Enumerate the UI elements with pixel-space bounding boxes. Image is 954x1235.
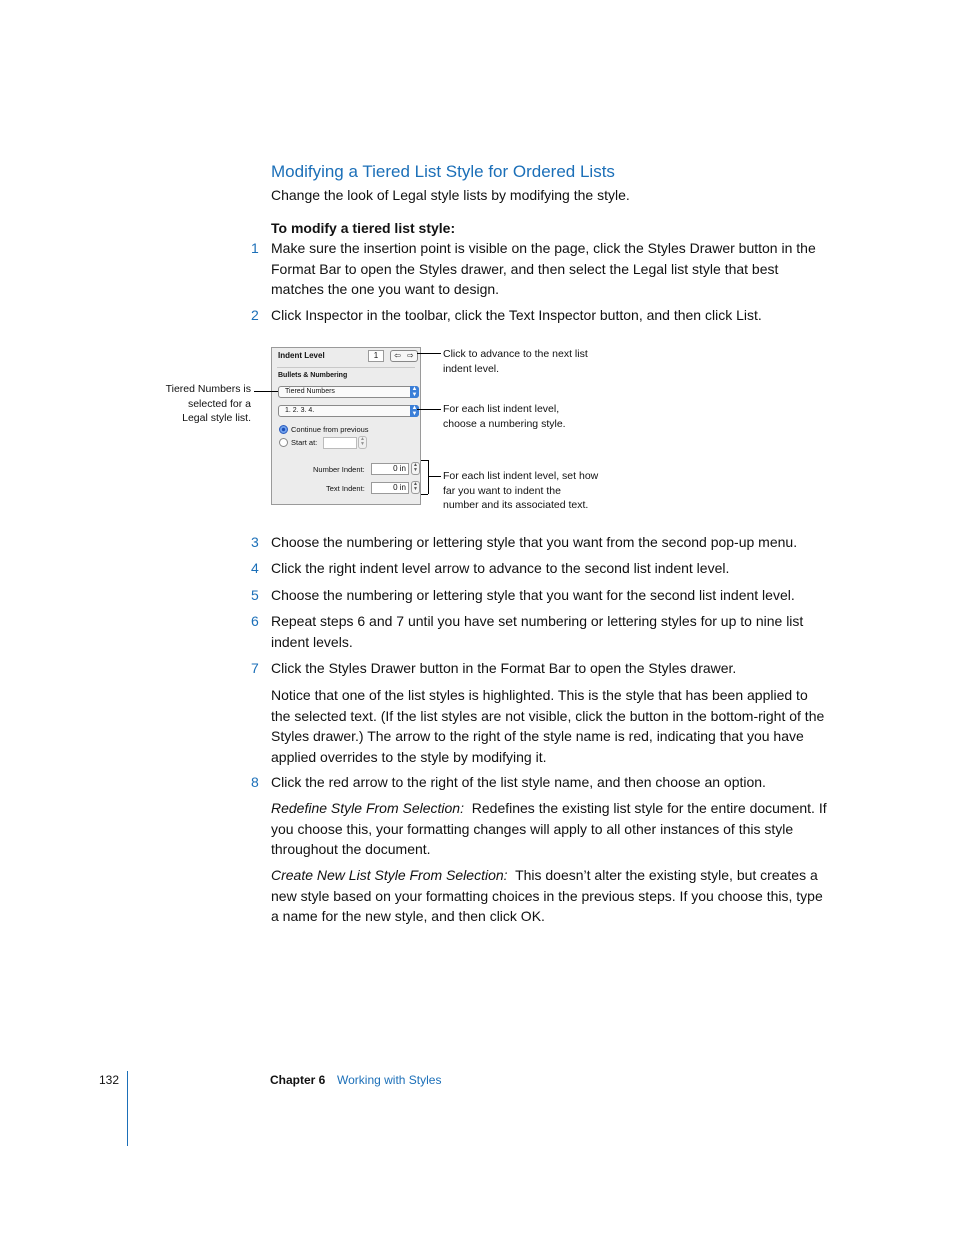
callout-line (428, 476, 441, 477)
callout-bracket (428, 460, 429, 494)
number-indent-label: Number Indent: (313, 465, 365, 474)
number-format-value: 1. 2. 3. 4. (285, 407, 315, 414)
step-7-note: Notice that one of the list styles is highlighted. This is the style that has been applied to the selected text. (If the list styles are not visible, click the button in the bottom-right of the Styles drawer.) The arrow to the right of the style name is red, indicating that you have applied overrides to the style by modifying it. (271, 687, 825, 765)
text-indent-field[interactable]: 0 in (371, 482, 409, 494)
option-text: Redefines the existing list style for the entire document. If you choose this, your formatting changes will apply to all other instances of this style throughout the document. (271, 800, 827, 857)
option-term: Redefine Style From Selection: (271, 800, 464, 816)
option-create-new (271, 865, 827, 927)
callout-line (417, 353, 441, 354)
callout-advance: Click to advance to the next list indent level. (443, 348, 588, 375)
chevron-updown-icon: ▲ ▼ (411, 405, 418, 417)
page-number: 132 (99, 1073, 120, 1087)
chapter-label: Chapter 6 (270, 1073, 326, 1087)
option-redefine (271, 798, 827, 860)
step-text: Click the right indent level arrow to advance to the second list indent level. (271, 560, 730, 576)
arrow-right-icon[interactable]: ⇨ (407, 351, 414, 360)
text-indent-stepper[interactable]: ▲ ▼ (411, 481, 420, 494)
step-3 (251, 532, 827, 553)
step-number: 1 (251, 240, 259, 256)
start-at-radio[interactable] (279, 438, 288, 447)
number-indent-field[interactable]: 0 in (371, 463, 409, 475)
step-number: 8 (251, 774, 259, 790)
step-2 (251, 305, 827, 326)
step-text: Choose the numbering or lettering style that you want for the second list indent level. (271, 587, 795, 603)
bullets-numbering-label: Bullets & Numbering (278, 372, 348, 379)
divider (277, 367, 415, 368)
continue-radio[interactable] (279, 425, 288, 434)
callout-bracket-bottom (421, 494, 428, 495)
step-7 (251, 658, 827, 679)
step-number: 2 (251, 307, 259, 323)
callout-indent: For each list indent level, set how far you want to indent the number and its associated text. (443, 470, 599, 511)
step-number: 6 (251, 613, 259, 629)
chapter-name: Working with Styles (337, 1073, 442, 1087)
step-text: Click the red arrow to the right of the list style name, and then choose an option. (271, 774, 766, 790)
list-style-value: Tiered Numbers (285, 388, 335, 395)
callout-tiered-numbers: Tiered Numbers is selected for a Legal style list. (165, 383, 251, 424)
step-8 (251, 772, 827, 793)
step-4 (251, 558, 827, 579)
arrow-left-icon[interactable]: ⇦ (394, 351, 401, 360)
option-term: Create New List Style From Selection: (271, 867, 508, 883)
number-format-popup[interactable] (278, 405, 419, 417)
indent-level-field[interactable]: 1 (368, 350, 384, 362)
step-number: 4 (251, 560, 259, 576)
section-heading: Modifying a Tiered List Style for Ordered Lists (271, 162, 615, 181)
step-text: Click the Styles Drawer button in the Format Bar to open the Styles drawer. (271, 660, 737, 676)
step-text: Choose the numbering or lettering style that you want from the second pop-up menu. (271, 534, 798, 550)
step-5 (251, 585, 827, 606)
callout-line (417, 409, 441, 410)
callout-bracket-top (421, 460, 428, 461)
indent-level-label: Indent Level (278, 351, 325, 360)
option-text: This doesn’t alter the existing style, but creates a new style based on your formatting choices in the previous steps. If you choose this, type a name for the new style, and then click OK. (271, 867, 823, 924)
step-text: Click Inspector in the toolbar, click the Text Inspector button, and then click List. (271, 307, 762, 323)
start-at-label: Start at: (291, 438, 318, 447)
number-indent-stepper[interactable]: ▲ ▼ (411, 462, 420, 475)
footer-rule (127, 1071, 128, 1146)
intro-text: Change the look of Legal style lists by modifying the style. (271, 187, 630, 203)
start-at-field[interactable] (323, 437, 357, 449)
continue-label: Continue from previous (291, 425, 369, 434)
start-at-stepper[interactable]: ▲ ▼ (358, 436, 367, 449)
callout-line (254, 391, 278, 392)
chevron-updown-icon: ▲ ▼ (411, 386, 418, 398)
indent-level-arrows[interactable] (390, 350, 418, 362)
step-number: 5 (251, 587, 259, 603)
callout-numbering-style: For each list indent level, choose a numbering style. (443, 403, 566, 430)
procedure-title: To modify a tiered list style: (271, 220, 456, 236)
step-number: 3 (251, 534, 259, 550)
step-1 (251, 238, 827, 300)
step-text: Make sure the insertion point is visible on the page, click the Styles Drawer button in the Format Bar to open the Styles drawer, and then select the Legal list style that best matches the one you want to design. (271, 240, 816, 297)
text-indent-label: Text Indent: (326, 484, 365, 493)
step-number: 7 (251, 660, 259, 676)
step-text: Repeat steps 6 and 7 until you have set numbering or lettering styles for up to nine list indent levels. (271, 613, 804, 650)
step-6 (251, 611, 827, 652)
list-style-popup[interactable] (278, 386, 419, 398)
list-inspector-panel (271, 347, 421, 505)
